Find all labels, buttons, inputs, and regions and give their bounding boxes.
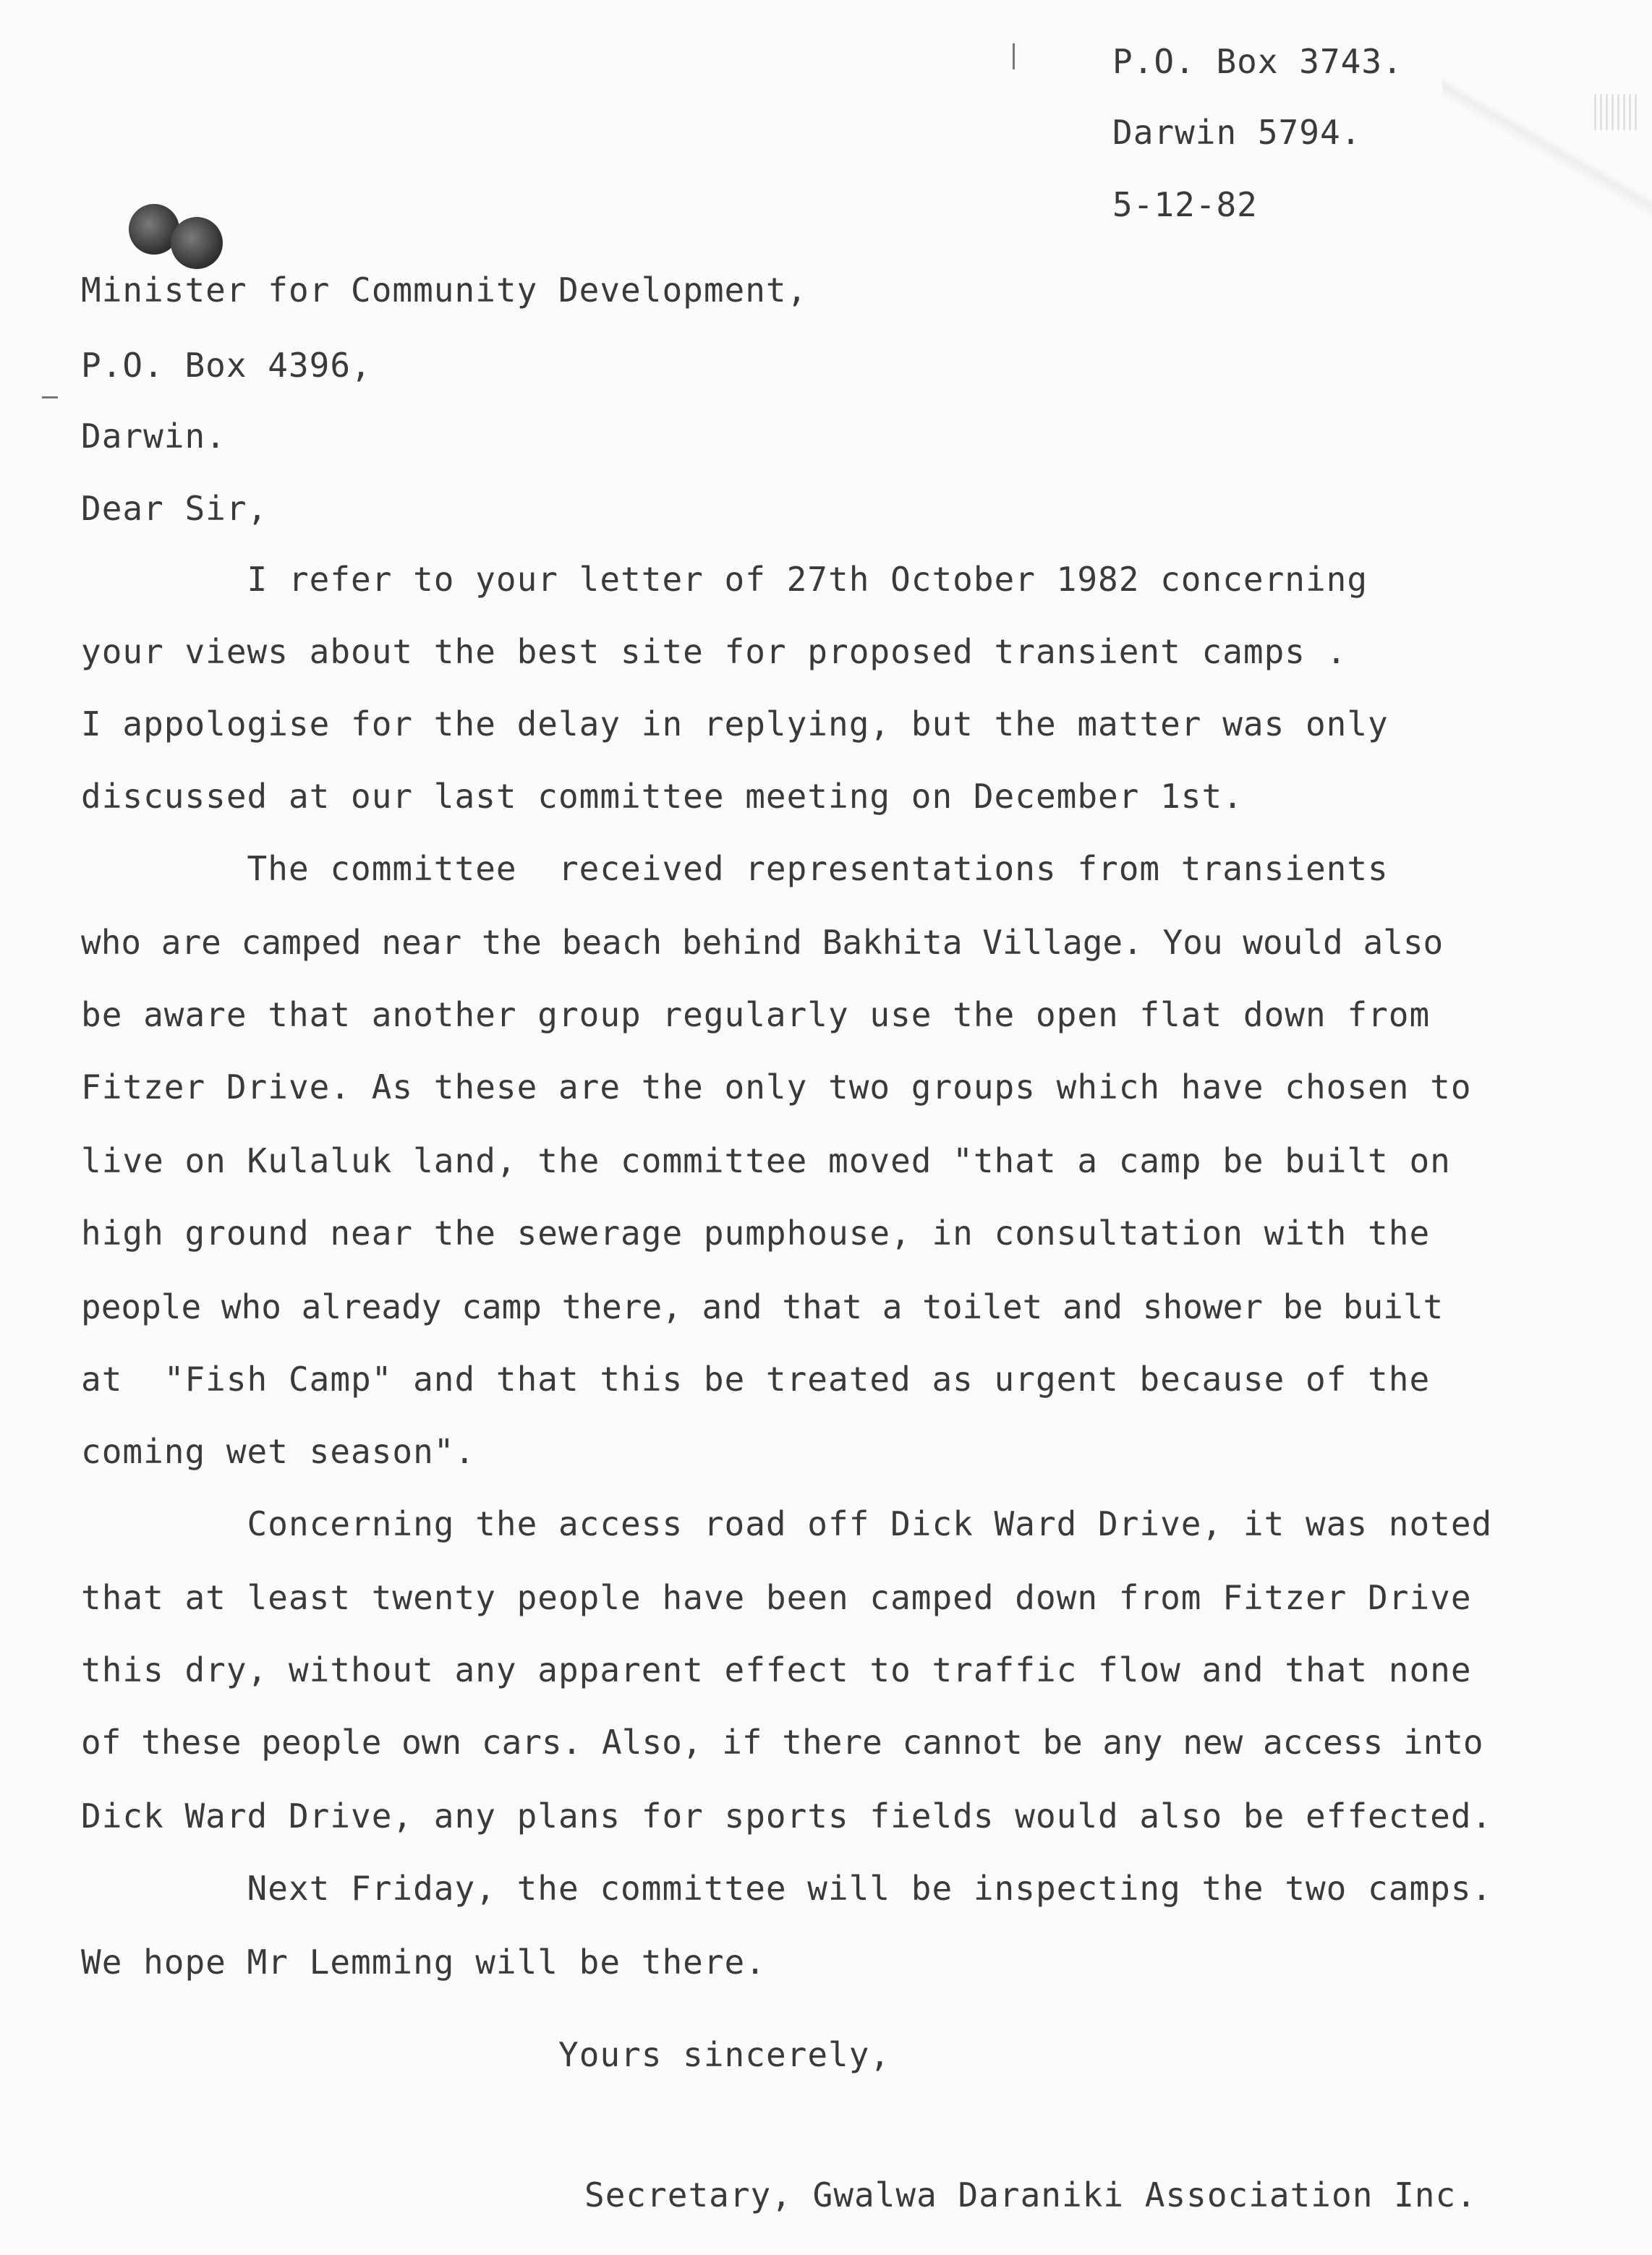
margin-dash <box>42 396 58 398</box>
recipient-title: Minister for Community Development, <box>81 270 808 310</box>
body-line: people who already camp there, and that a toilet and shower be built <box>81 1287 1444 1326</box>
body-line: We hope Mr Lemming will be there. <box>81 1943 766 1982</box>
body-line: at "Fish Camp" and that this be treated as urgent because of the <box>81 1360 1431 1399</box>
recipient-po-box: P.O. Box 4396, <box>81 346 372 385</box>
body-line: Next Friday, the committee will be inspecting the two camps. <box>81 1869 1493 1908</box>
body-line: live on Kulaluk land, the committee moved "that a camp be built on <box>81 1141 1451 1180</box>
margin-dash <box>1013 43 1015 69</box>
margin-stamp-mark <box>1594 94 1638 130</box>
body-line: coming wet season". <box>81 1432 476 1471</box>
body-line: Fitzer Drive. As these are the only two groups which have chosen to <box>81 1067 1472 1107</box>
body-line: that at least twenty people have been camped down from Fitzer Drive <box>81 1578 1472 1617</box>
salutation: Dear Sir, <box>81 489 268 528</box>
body-line: your views about the best site for proposed transient camps . <box>81 632 1347 671</box>
body-line: of these people own cars. Also, if there cannot be any new access into <box>81 1723 1483 1762</box>
body-line: Concerning the access road off Dick Ward Drive, it was noted <box>81 1504 1493 1543</box>
body-line: Dick Ward Drive, any plans for sports fields would also be effected. <box>81 1796 1493 1836</box>
letter-date: 5-12-82 <box>1112 185 1258 224</box>
body-line: The committee received representations from transients <box>81 849 1389 888</box>
paper-crease <box>1442 0 1652 304</box>
body-line: high ground near the sewerage pumphouse, in consultation with the <box>81 1214 1431 1253</box>
body-line: I appologise for the delay in replying, but the matter was only <box>81 704 1389 743</box>
sender-po-box: P.O. Box 3743. <box>1112 42 1403 81</box>
body-line: this dry, without any apparent effect to traffic flow and that none <box>81 1650 1472 1689</box>
hole-punch-mark <box>129 204 244 269</box>
body-line: I refer to your letter of 27th October 1982 concerning <box>81 560 1368 599</box>
body-line: be aware that another group regularly use the open flat down from <box>81 995 1431 1034</box>
recipient-city: Darwin. <box>81 417 226 456</box>
signature-line: Secretary, Gwalwa Daraniki Association Inc. <box>584 2175 1477 2214</box>
sender-city: Darwin 5794. <box>1112 113 1362 152</box>
body-line: discussed at our last committee meeting on December 1st. <box>81 777 1243 816</box>
body-line: who are camped near the beach behind Bakhita Village. You would also <box>81 923 1444 962</box>
closing: Yours sincerely, <box>558 2035 891 2074</box>
